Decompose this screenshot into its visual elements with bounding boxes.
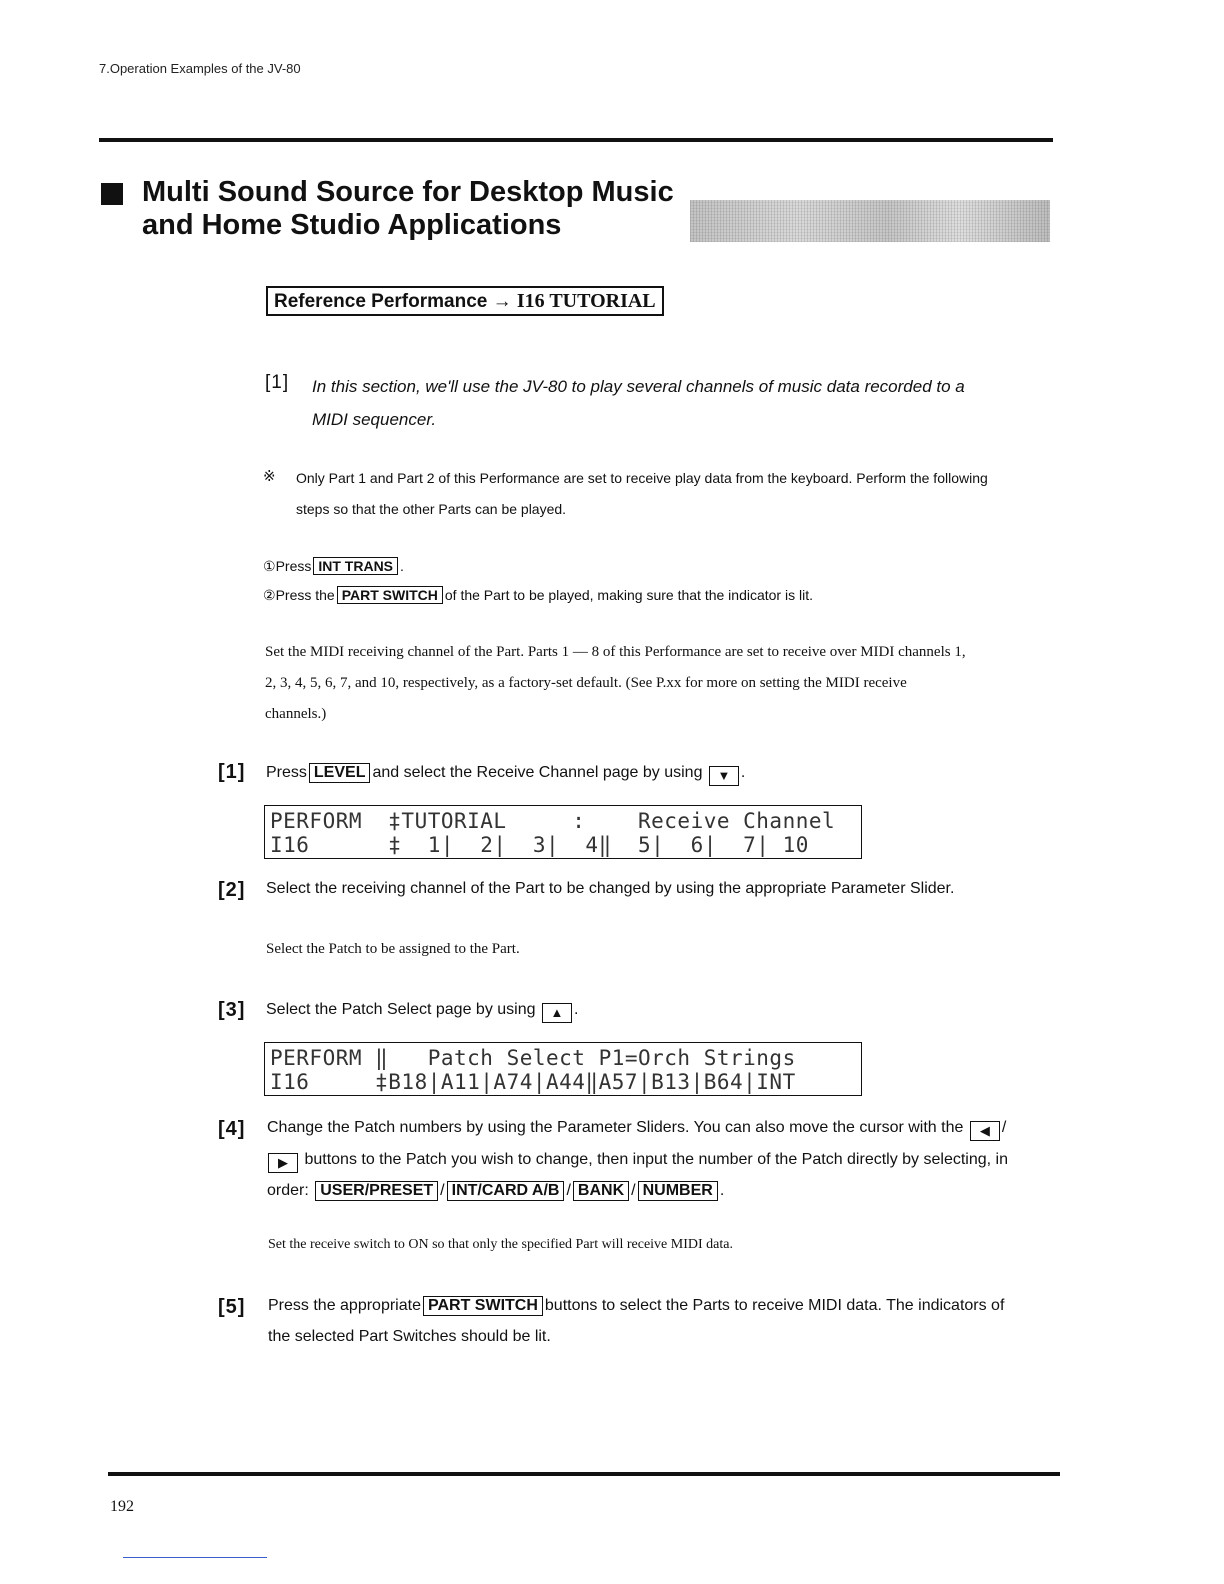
- circled-one-icon: ①: [263, 558, 276, 574]
- title-bullet-square: [101, 183, 123, 205]
- running-head: 7.Operation Examples of the JV-80: [99, 61, 301, 76]
- up-arrow-button-icon[interactable]: ▲: [542, 1003, 572, 1023]
- footer-link-underline: [123, 1557, 267, 1558]
- title-line-2: and Home Studio Applications: [142, 209, 562, 241]
- step-5-number: [5]: [218, 1296, 246, 1318]
- step-5-line-1-post: buttons to select the Parts to receive MIDI data. The indicators of: [544, 1297, 1005, 1314]
- down-arrow-button-icon[interactable]: ▼: [709, 766, 739, 786]
- step-4-line-1: [267, 1112, 1006, 1143]
- substep-2-pre: Press the: [275, 587, 335, 603]
- step-5-pre: Press the appropriate: [268, 1297, 421, 1314]
- user-preset-button[interactable]: USER/PRESET: [315, 1181, 438, 1201]
- step-3-text: [266, 994, 578, 1025]
- number-button[interactable]: NUMBER: [638, 1181, 718, 1201]
- int-trans-button[interactable]: INT TRANS: [313, 557, 398, 575]
- bottom-rule: [108, 1472, 1060, 1476]
- step-4-slash: /: [1001, 1119, 1007, 1136]
- lcd1-line-2: I16 ‡ 1| 2| 3| 4‖ 5| 6| 7| 10: [270, 833, 809, 857]
- midi-channel-paragraph: [265, 637, 1053, 730]
- step-5-line-2: the selected Part Switches should be lit.: [268, 1328, 551, 1345]
- intro-line-2: MIDI sequencer.: [312, 410, 437, 429]
- step-1-number: [1]: [218, 761, 246, 783]
- title-halftone-band: [690, 200, 1050, 242]
- step-2-text: Select the receiving channel of the Part to be changed by using the appropriate Parameter Slider.: [266, 880, 955, 897]
- note-line-2: steps so that the other Parts can be played.: [296, 501, 567, 517]
- top-rule: [99, 138, 1053, 142]
- reference-mark-icon: ※: [263, 468, 276, 485]
- part-switch-button[interactable]: PART SWITCH: [337, 586, 443, 604]
- step-3-post: .: [573, 1001, 579, 1018]
- step-1-mid: and select the Receive Channel page by using: [372, 764, 703, 781]
- midi-para-line-2: 2, 3, 4, 5, 6, 7, and 10, respectively, as a factory-set default. (See P.xx for more on setting the MIDI receive: [265, 675, 907, 691]
- step-3-pre: Select the Patch Select page by using: [266, 1001, 536, 1018]
- reference-label: Reference Performance: [274, 291, 488, 312]
- midi-para-line-3: channels.): [265, 706, 327, 722]
- page-title: [142, 176, 674, 242]
- page-number: 192: [110, 1498, 134, 1515]
- step-4-line-1-text: Change the Patch numbers by using the Parameter Sliders. You can also move the cursor with the: [267, 1119, 964, 1136]
- arrow-right-icon: →: [492, 291, 512, 312]
- step-4-subtext: Set the receive switch to ON so that only the specified Part will receive MIDI data.: [268, 1237, 733, 1252]
- step-2-subtext: Select the Patch to be assigned to the Part.: [266, 941, 520, 957]
- step-4-line-3: order: USER/PRESET / INT/CARD A/B / BANK / NUMBER .: [267, 1182, 725, 1199]
- left-arrow-button-icon[interactable]: ◀: [970, 1121, 1000, 1141]
- intro-line-1: In this section, we'll use the JV-80 to play several channels of music data recorded to a: [312, 377, 965, 396]
- lcd-receive-channel: [264, 805, 862, 859]
- substep-1: [263, 557, 404, 575]
- reference-performance-box: [266, 286, 664, 316]
- substep-2: [263, 586, 813, 604]
- intro-text: [312, 370, 1057, 436]
- bank-button[interactable]: BANK: [573, 1181, 629, 1201]
- reference-value: I16 TUTORIAL: [516, 290, 656, 312]
- note-text: [296, 463, 1056, 525]
- title-line-1: Multi Sound Source for Desktop Music: [142, 176, 674, 208]
- step-4-line-2-text: buttons to the Patch you wish to change, then input the number of the Patch directly by selecting, in: [304, 1151, 1008, 1168]
- midi-para-line-1: Set the MIDI receiving channel of the Part. Parts 1 — 8 of this Performance are set to receive over MIDI channels 1,: [265, 644, 966, 660]
- lcd1-line-1: PERFORM ‡TUTORIAL : Receive Channel: [270, 809, 836, 833]
- lcd2-line-2: I16 ‡B18|A11|A74|A44‖A57|B13|B64|INT: [270, 1070, 796, 1094]
- part-switch-button-step5[interactable]: PART SWITCH: [423, 1296, 543, 1316]
- step-4-line-2: [266, 1144, 1008, 1175]
- note-line-1: Only Part 1 and Part 2 of this Performance are set to receive play data from the keyboard. Perform the following: [296, 470, 988, 486]
- right-arrow-button-icon[interactable]: ▶: [268, 1153, 298, 1173]
- int-card-ab-button[interactable]: INT/CARD A/B: [447, 1181, 565, 1201]
- substep-1-post: .: [400, 558, 404, 574]
- step-5-line-1: [268, 1290, 1004, 1321]
- step-1-text: [266, 757, 745, 788]
- circled-two-icon: ②: [263, 587, 276, 603]
- step-4-order-label: order:: [267, 1182, 309, 1199]
- step-1-post: .: [740, 764, 746, 781]
- intro-number: [1]: [265, 372, 290, 393]
- level-button[interactable]: LEVEL: [309, 763, 371, 783]
- lcd-patch-select: [264, 1042, 862, 1096]
- lcd2-line-1: PERFORM ‖ Patch Select P1=Orch Strings: [270, 1046, 796, 1070]
- step-2-number: [2]: [218, 879, 246, 901]
- substep-2-post: of the Part to be played, making sure that the indicator is lit.: [444, 587, 813, 603]
- step-3-number: [3]: [218, 999, 246, 1021]
- step-4-post: .: [719, 1182, 725, 1199]
- step-1-pre: Press: [266, 764, 307, 781]
- substep-1-pre: Press: [275, 558, 312, 574]
- step-4-number: [4]: [218, 1118, 246, 1140]
